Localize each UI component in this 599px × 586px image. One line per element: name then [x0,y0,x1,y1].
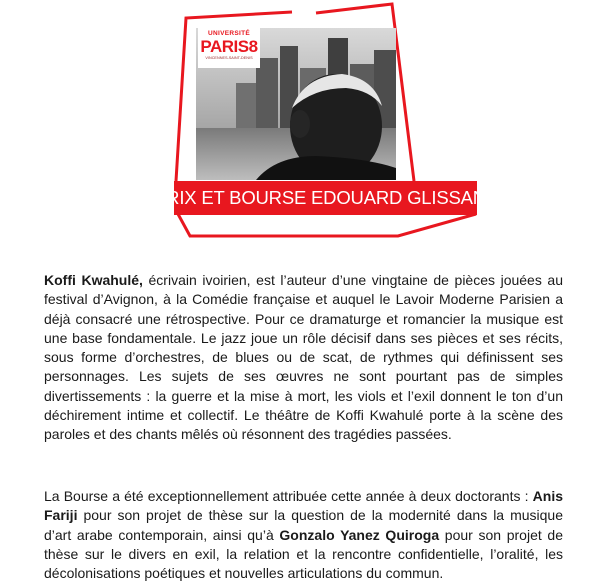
logo-line1: UNIVERSITÉ [207,30,250,37]
logo-line3: VINCENNES-SAINT-DENIS [205,56,253,60]
paragraph2-mid: pour son projet de thèse sur la question de la modernité dans la musique d’art arabe contemporain, ainsi qu’à [44,507,563,543]
paragraph2-intro: La Bourse a été exceptionnellement attribuée cette année à deux doctorants : [44,488,533,504]
name-anis-fariji: Anis Fariji [44,488,563,524]
name-gonzalo-yanez-quiroga: Gonzalo Yanez Quiroga [279,526,440,543]
paragraph-bourse [44,487,563,583]
paragraph-koffi-kwahule [44,271,563,445]
paragraph2-end: pour son projet de thèse sur le divers en exil, la relation et la rencontre confidentielle, l’oralité, les décolonisations poétiques et nouvelles articulations du commun. [44,526,564,582]
banner-title: PRIX ET BOURSE EDOUARD GLISSANT [174,181,477,215]
logo-line2: PARIS8 [200,37,258,56]
university-logo [198,28,260,68]
name-koffi-kwahule: Koffi Kwahulé, [44,272,143,288]
paragraph1-text: écrivain ivoirien, est l’auteur d’une vingtaine de pièces jouées au festival d’Avignon, à la Comédie française et auquel le Lavoir Moderne Parisien a déjà consacré une rétrospective. Pour ce dramaturge et romancier la musique est une base fondamentale. Le jazz joue un rôle décisif dans ses pièces et ses récits, sous forme d’orchestres, de blues ou de scat, de rythmes qui définissent ses personnages. Les sujets de ses œuvres ne sont pourtant pas de simples divertissements : la guerre et la mise à mort, les viols et l’exil donnent le ton d’un déchirement intime et collectif. Le théâtre de Koffi Kwahulé porte à la scène des paroles et des chants mêlés où résonnent des tragédies passées. [44,272,563,443]
